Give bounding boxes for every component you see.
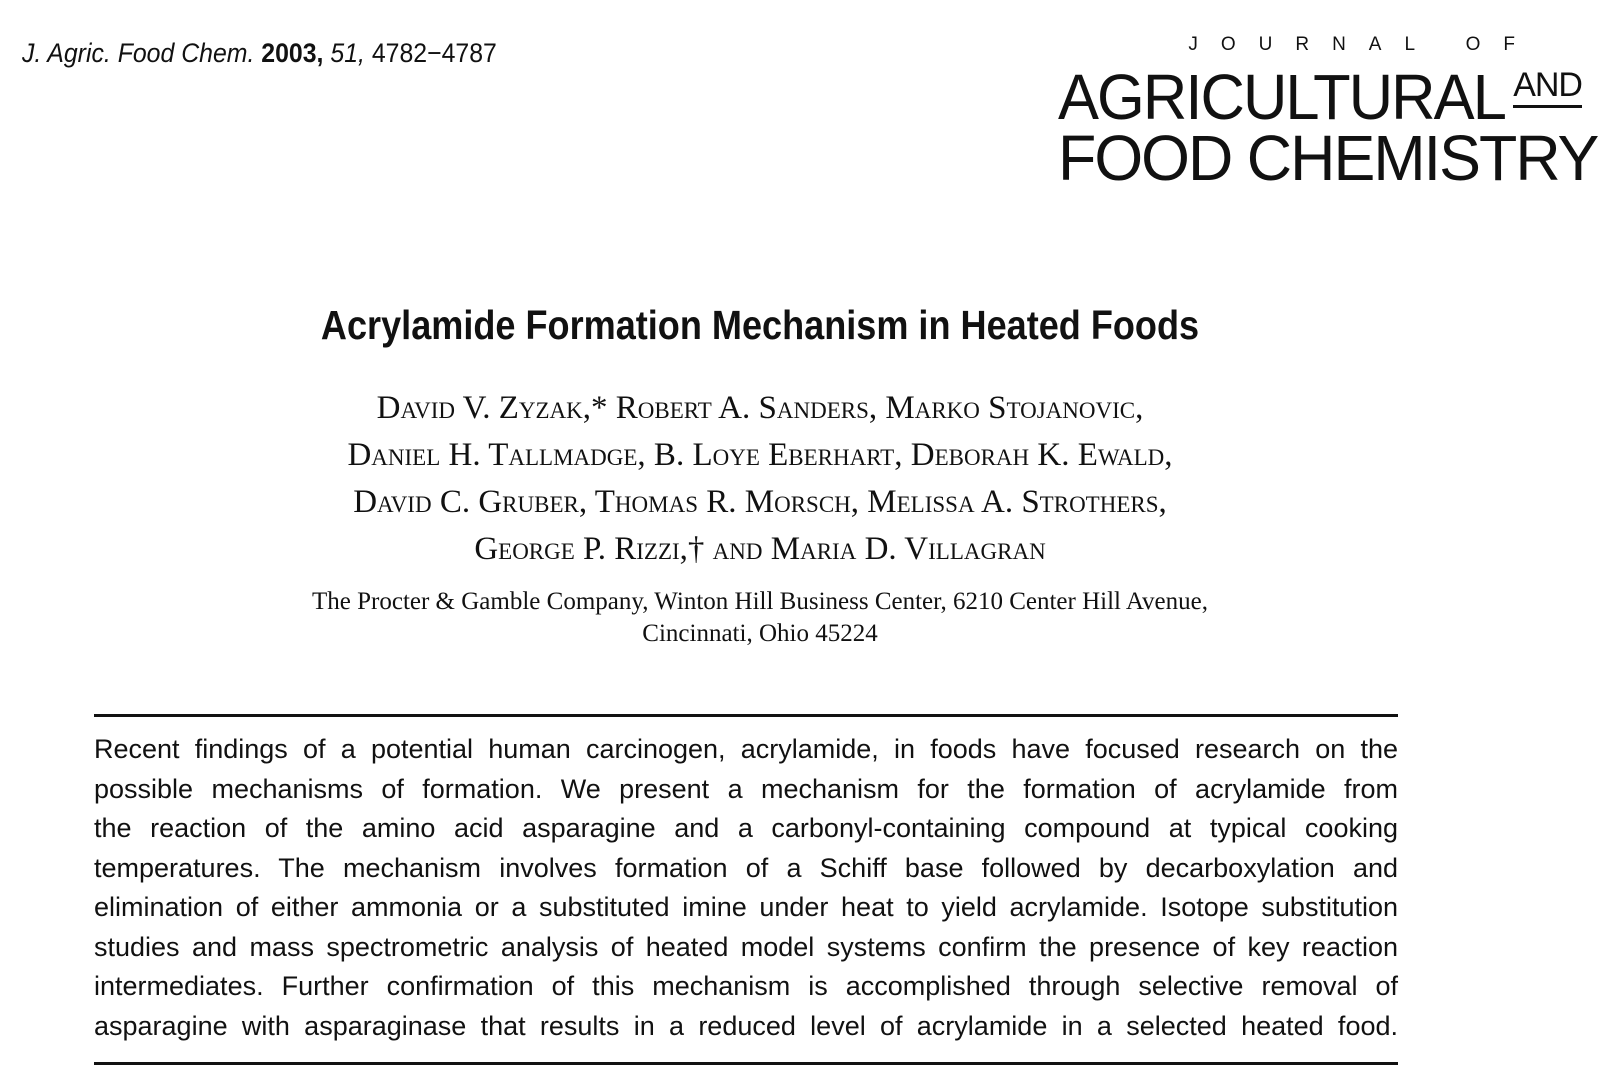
citation-journal: J. Agric. Food Chem. (22, 38, 255, 68)
author-line: David C. Gruber, Thomas R. Morsch, Melissa A. Strothers, (353, 484, 1167, 520)
affiliation (0, 586, 1520, 650)
journal-citation (22, 38, 497, 69)
abstract (94, 730, 1398, 1046)
article-title: Acrylamide Formation Mechanism in Heated Foods (320, 302, 1200, 348)
citation-year: 2003, (261, 38, 324, 68)
abstract-top-rule (94, 714, 1398, 717)
logo-and: AND (1513, 68, 1582, 108)
citation-volume: 51, (330, 38, 365, 68)
abstract-line: the reaction of the amino acid asparagine and a carbonyl-containing compound at typical cooking (94, 813, 1398, 843)
affiliation-line: The Procter & Gamble Company, Winton Hill Business Center, 6210 Center Hill Avenue, (312, 588, 1208, 615)
abstract-line: elimination of either ammonia or a substituted imine under heat to yield acrylamide. Isotope substitution (94, 892, 1398, 922)
logo-agricultural: AGRICULTURAL (1058, 61, 1505, 133)
logo-journal-of: JOURNAL OF (1188, 34, 1538, 55)
abstract-line: studies and mass spectrometric analysis of heated model systems confirm the presence of key reaction (94, 931, 1398, 962)
affiliation-line: Cincinnati, Ohio 45224 (642, 620, 878, 647)
abstract-line: asparagine with asparaginase that results in a reduced level of acrylamide in a selected heated food. (94, 1010, 1398, 1041)
citation-pages: 4782−4787 (371, 38, 497, 68)
journal-logo (1058, 32, 1598, 194)
author-list (0, 385, 1520, 573)
abstract-line: Recent findings of a potential human carcinogen, acrylamide, in foods have focused research on the (94, 734, 1398, 764)
author-line: David V. Zyzak,* Robert A. Sanders, Marko Stojanovic, (376, 390, 1144, 426)
abstract-line: temperatures. The mechanism involves formation of a Schiff base followed by decarboxylation and (94, 852, 1398, 883)
author-line: Daniel H. Tallmadge, B. Loye Eberhart, Deborah K. Ewald, (347, 437, 1173, 473)
abstract-line: intermediates. Further confirmation of this mechanism is accomplished through selective removal of (94, 971, 1398, 1001)
logo-food-chemistry: FOOD CHEMISTRY (1058, 122, 1598, 194)
author-line: George P. Rizzi,† and Maria D. Villagran (474, 531, 1046, 567)
abstract-line: possible mechanisms of formation. We present a mechanism for the formation of acrylamide from (94, 773, 1398, 804)
abstract-bottom-rule (94, 1062, 1398, 1065)
